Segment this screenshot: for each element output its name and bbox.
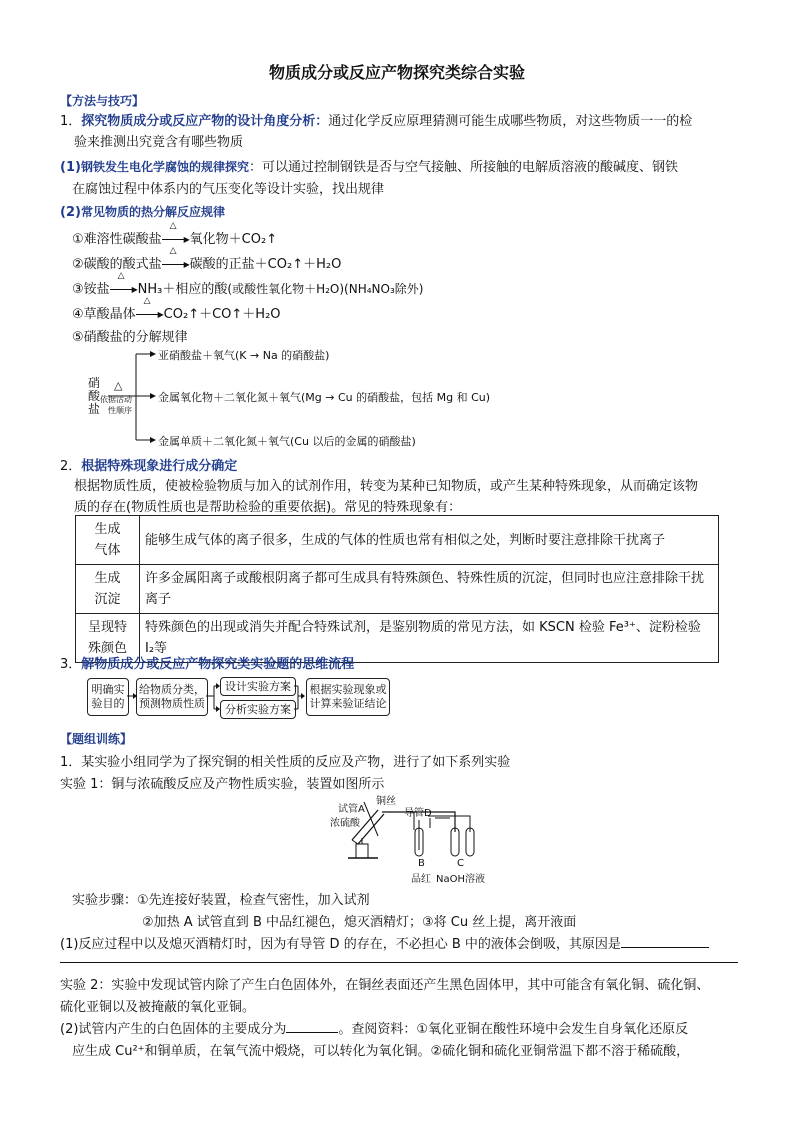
practice-tag: 【题组训练】 [60, 732, 133, 746]
flow-step-3: 设计实验方案 [220, 677, 296, 696]
subquestion-1-text: (1)反应过程中以及熄灭酒精灯时，因为有导管 D 的存在，不必担心 B 中的液体会倒吸，其原因是 [60, 937, 621, 952]
point-1-heading: 钢铁发生电化学腐蚀的规律探究 [80, 160, 249, 174]
section-2-heading: 根据特殊现象进行成分确定 [81, 459, 238, 474]
section-2-line2: 质的存在(物质性质也是帮助检验的重要依据)。常见的特殊现象有： [74, 500, 462, 515]
label-copper-wire: 铜丝 [376, 796, 396, 807]
table-row [76, 565, 719, 614]
rule-num: ④ [72, 307, 84, 322]
table-cell-header: 生成 沉淀 [76, 565, 140, 614]
table-cell-text: 许多金属阳离子或酸根阴离子都可生成具有特殊颜色、特殊性质的沉淀，但同时也应注意排除干扰离子 [140, 565, 719, 614]
table-cell-header: 呈现特 殊颜色 [76, 614, 140, 663]
q1-intro: 1．某实验小组同学为了探究铜的相关性质的反应及产物，进行了如下系列实验 [60, 755, 511, 770]
label-pinhong: 品红 [411, 874, 431, 885]
rule-1 [72, 221, 278, 247]
section-1-num: 1． [60, 114, 82, 129]
section-2-heading-line [60, 455, 237, 474]
section-1-heading: 探究物质成分或反应产物的设计角度分析： [81, 114, 329, 129]
rule-note: (或酸性氧化物＋H₂O)(NH₄NO₃除外) [227, 282, 424, 296]
flow-step-1: 明确实验目的 [87, 678, 129, 716]
activity-order-1: 依据活动 [100, 395, 132, 404]
rule-product: NH₃＋相应的酸 [137, 282, 228, 297]
answer-blank-1-line2[interactable] [60, 962, 738, 963]
phenomena-table [75, 515, 719, 663]
rule-num: ① [72, 232, 84, 247]
point-1-line1 [60, 156, 678, 175]
rule-num: ⑤ [72, 330, 84, 345]
q1-steps-line1 [72, 889, 370, 908]
flow-step-4: 分析实验方案 [220, 700, 296, 719]
section-1-text: 通过化学反应原理猜测可能生成哪些物质，对这些物质一一的检 [328, 114, 693, 129]
q1-exp2-line1: 实验 2：实验中发现试管内除了产生白色固体外，在铜丝表面还产生黑色固体甲，其中可能含有氧化铜、硫化铜、 [60, 978, 710, 993]
rule-5 [72, 326, 188, 345]
section-1-line2: 验来推测出究竟含有哪些物质 [74, 135, 244, 150]
section-2-num: 2． [60, 459, 82, 474]
nitrate-branch-1: 亚硝酸盐＋氧气(K → Na 的硝酸盐) [158, 349, 330, 362]
label-pipe-d: 导管D [404, 808, 432, 819]
nitrate-diagram [86, 345, 546, 451]
label-tube-a: 试管A [338, 804, 365, 815]
rule-product: CO₂↑＋CO↑＋H₂O [163, 307, 281, 322]
page-title: 物质成分或反应产物探究类综合实验 [268, 63, 525, 82]
q1-steps-line2: ②加热 A 试管直到 B 中品红褪色，熄灭酒精灯；③将 Cu 丝上提，离开液面 [142, 915, 577, 930]
heat-arrow: △ ▶ [162, 258, 190, 268]
q1-exp2-line2: 硫化亚铜以及被掩蔽的氧化亚铜。 [60, 1000, 256, 1015]
rule-reactant: 草酸晶体 [83, 307, 136, 322]
nitrate-branch-3: 金属单质＋二氧化氮＋氧气(Cu 以后的金属的硝酸盐) [158, 435, 416, 448]
rule-reactant: 铵盐 [83, 282, 110, 297]
flow-step-2: 给物质分类，预测物质性质 [136, 678, 208, 716]
flow-arrows [86, 672, 396, 722]
point-2-heading-line [60, 203, 225, 220]
label-naoh: NaOH溶液 [436, 874, 485, 885]
table-cell-text: 能够生成气体的离子很多，生成的气体的性质也常有相似之处，判断时要注意排除干扰离子 [140, 516, 719, 565]
table-cell-text: 特殊颜色的出现或消失并配合特殊试剂，是鉴别物质的常见方法，如 KSCN 检验 Fe³⁺、淀粉检验 I₂等 [140, 614, 719, 663]
subquestion-2-line1 [60, 1018, 688, 1037]
rule-product: 碳酸的正盐＋CO₂↑＋H₂O [189, 257, 342, 272]
heat-triangle: △ [114, 379, 123, 392]
label-c: C [457, 858, 464, 869]
steps-label: 实验步骤： [72, 893, 138, 908]
subquestion-2-line2: 应生成 Cu²⁺和铜单质，在氧气流中煅烧，可以转化为氧化铜。②硫化铜和硫化亚铜常温下都不溶于稀硫酸， [72, 1044, 690, 1059]
section-1-line1 [60, 110, 692, 129]
subquestion-1 [60, 933, 709, 952]
rule-product: 氧化物＋CO₂↑ [189, 232, 278, 247]
point-1-num: (1) [60, 160, 81, 175]
rule-reactant: 难溶性碳酸盐 [83, 232, 162, 247]
table-row [76, 516, 719, 565]
point-1-line2: 在腐蚀过程中体系内的气压变化等设计实验，找出规律 [72, 182, 385, 197]
subquestion-2-text-a: (2)试管内产生的白色固体的主要成分为 [60, 1022, 287, 1037]
apparatus-figure [320, 792, 500, 884]
rule-reactant: 碳酸的酸式盐 [83, 257, 162, 272]
heat-arrow: △ ▶ [136, 308, 164, 318]
subquestion-2-text-b: 。查阅资料：①氧化亚铜在酸性环境中会发生自身氧化还原反 [338, 1022, 689, 1037]
section-3-heading: 解物质成分或反应产物探究类实验题的思维流程 [81, 657, 355, 672]
answer-blank-1[interactable] [621, 935, 709, 948]
point-1-text: ：可以通过控制钢铁是否与空气接触、所接触的电解质溶液的酸碱度、钢铁 [248, 160, 678, 175]
nitrate-label: 硝 酸 盐 [88, 376, 101, 416]
heat-arrow: △ ▶ [162, 233, 190, 243]
heat-arrow: △ ▶ [110, 283, 138, 293]
rule-3 [72, 271, 424, 297]
rule-2 [72, 246, 342, 272]
label-b: B [418, 858, 425, 869]
label-conc-acid: 浓硫酸 [330, 818, 360, 829]
q1-exp1: 实验 1：铜与浓硫酸反应及产物性质实验，装置如图所示 [60, 777, 385, 792]
method-tag: 【方法与技巧】 [60, 94, 145, 108]
table-cell-header: 生成 气体 [76, 516, 140, 565]
step-1: ①先连接好装置，检查气密性，加入试剂 [137, 893, 370, 908]
flow-step-5: 根据实验现象或计算来验证结论 [306, 678, 390, 716]
section-3-num: 3． [60, 657, 82, 672]
rule-num: ② [72, 257, 84, 272]
section-3-heading-line [60, 653, 354, 672]
nitrate-branch-2: 金属氧化物＋二氧化氮＋氧气(Mg → Cu 的硝酸盐，包括 Mg 和 Cu) [158, 391, 491, 404]
point-2-heading: 常见物质的热分解反应规律 [80, 205, 225, 219]
activity-order-2: 性顺序 [108, 406, 132, 415]
rule-num: ③ [72, 282, 84, 297]
section-2-line1: 根据物质性质，使被检验物质与加入的试剂作用，转变为某种已知物质，或产生某种特殊现象，从而确定该物 [74, 479, 699, 494]
rule-reactant: 硝酸盐的分解规律 [83, 330, 188, 345]
rule-4 [72, 296, 281, 322]
point-2-num: (2) [60, 205, 81, 220]
answer-blank-2[interactable] [286, 1020, 338, 1033]
